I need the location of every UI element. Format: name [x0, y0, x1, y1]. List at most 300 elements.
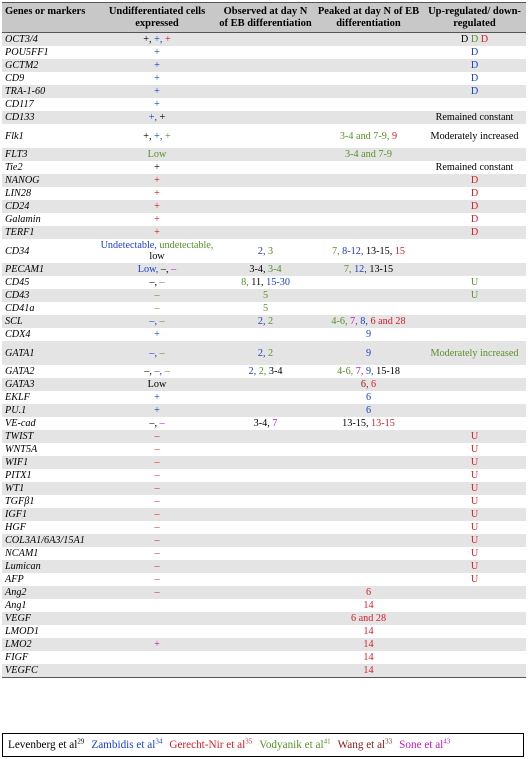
- peaked-day-cell: [314, 443, 423, 456]
- legend-reference-number: 41: [323, 737, 331, 746]
- table-row: [2, 161, 526, 174]
- gene-name-cell: LMO2: [2, 638, 97, 651]
- cell-value-segment: U: [470, 574, 479, 585]
- cell-value-segment: +: [154, 188, 160, 199]
- undifferentiated-cell: [97, 124, 217, 148]
- peaked-day-cell: [314, 213, 423, 226]
- legend-author: Zambidis et al: [91, 739, 156, 751]
- table-row: [2, 508, 526, 521]
- regulation-cell: [423, 638, 526, 651]
- cell-value-segment: –: [154, 587, 160, 598]
- cell-value-segment: +,: [148, 112, 160, 123]
- cell-value-segment: undetectable,: [159, 240, 214, 251]
- table-row: [2, 430, 526, 443]
- gene-name-cell: VE-cad: [5, 418, 36, 429]
- regulation-cell: [423, 560, 526, 573]
- undifferentiated-cell: [97, 111, 217, 124]
- table-row: [2, 456, 526, 469]
- regulation-cell: [423, 573, 526, 586]
- undifferentiated-cell: [97, 508, 217, 521]
- cell-value-segment: –: [154, 483, 160, 494]
- legend-author: Gerecht-Nir et al: [169, 739, 246, 751]
- undifferentiated-cell: [97, 276, 217, 289]
- cell-value-segment: –: [154, 574, 160, 585]
- cell-value-segment: –: [154, 522, 160, 533]
- gene-name-cell: Tie2: [5, 162, 23, 173]
- table-row: [2, 59, 526, 72]
- peaked-day-cell: [314, 341, 423, 365]
- cell-value-segment: 5: [262, 303, 269, 314]
- cell-value-segment: U: [470, 444, 479, 455]
- undifferentiated-cell: [97, 315, 217, 328]
- peaked-day-cell: [314, 508, 423, 521]
- cell-value-segment: 2: [268, 316, 274, 327]
- table-row: [2, 85, 526, 98]
- peaked-day-cell: [314, 328, 423, 341]
- peaked-day-cell: [314, 469, 423, 482]
- undifferentiated-cell: [97, 378, 217, 391]
- cell-value-segment: –: [154, 535, 160, 546]
- cell-value-segment: 7,: [331, 245, 343, 257]
- observed-day-cell: [217, 404, 314, 417]
- cell-value-segment: 6,: [360, 379, 372, 390]
- undifferentiated-cell: [97, 638, 217, 651]
- gene-name-cell: WT1: [2, 482, 97, 495]
- cell-value-segment: U: [470, 535, 479, 546]
- observed-day-cell: [217, 443, 314, 456]
- cell-value-segment: U: [470, 522, 479, 533]
- peaked-day-cell: [314, 612, 423, 625]
- observed-day-cell: [217, 534, 314, 547]
- gene-name-cell: AFP: [5, 574, 24, 585]
- observed-day-cell: [217, 124, 314, 148]
- observed-day-cell: [217, 573, 314, 586]
- undifferentiated-cell: [97, 560, 217, 573]
- observed-day-cell: [217, 482, 314, 495]
- header-regulation: Up-regulated/ down-regulated: [423, 3, 526, 33]
- header-peaked: Peaked at day N of EB differentiation: [314, 3, 423, 33]
- regulation-cell: [423, 85, 526, 98]
- peaked-day-cell: [314, 161, 423, 174]
- regulation-cell: [423, 263, 526, 276]
- cell-value-segment: +: [154, 60, 160, 71]
- regulation-cell: [423, 226, 526, 239]
- undifferentiated-cell: [97, 456, 217, 469]
- cell-value-segment: 2,: [248, 366, 259, 377]
- cell-value-segment: +: [154, 639, 160, 650]
- peaked-day-cell: [314, 417, 423, 430]
- legend-reference-number: 35: [245, 737, 253, 746]
- cell-value-segment: 8,: [241, 277, 252, 288]
- regulation-cell: [423, 482, 526, 495]
- reference-legend: [2, 733, 524, 757]
- cell-value-segment: D: [460, 34, 471, 45]
- gene-name-cell: CD41a: [5, 303, 35, 314]
- table-row: [2, 276, 526, 289]
- regulation-cell: [423, 328, 526, 341]
- peaked-day-cell: [314, 625, 423, 638]
- cell-value-segment: –: [164, 366, 170, 377]
- peaked-day-cell: [314, 302, 423, 315]
- regulation-cell: [423, 599, 526, 612]
- cell-value-segment: 3-4 and 7-9,: [339, 130, 392, 142]
- legend-entry: [169, 739, 252, 751]
- peaked-day-cell: [314, 547, 423, 560]
- undifferentiated-cell: [97, 612, 217, 625]
- legend-entry: [259, 739, 330, 751]
- cell-value-segment: +: [154, 99, 160, 110]
- peaked-day-cell: [314, 664, 423, 678]
- peaked-day-cell: [314, 148, 423, 161]
- undifferentiated-cell: [97, 328, 217, 341]
- cell-value-segment: 6: [371, 379, 377, 390]
- cell-value-segment: –: [159, 418, 165, 429]
- undifferentiated-cell: [97, 664, 217, 678]
- peaked-day-cell: [314, 85, 423, 98]
- cell-value-segment: +: [154, 73, 160, 84]
- regulation-cell: [423, 341, 526, 365]
- cell-value-segment: 9: [391, 130, 398, 142]
- table-row: [2, 404, 526, 417]
- cell-value-segment: 13-15,: [365, 245, 395, 257]
- table-row: [2, 560, 526, 573]
- observed-day-cell: [217, 651, 314, 664]
- undifferentiated-cell: [97, 495, 217, 508]
- cell-value-segment: U: [470, 496, 479, 507]
- observed-day-cell: [217, 328, 314, 341]
- cell-value-segment: Moderately increased: [430, 130, 519, 142]
- peaked-day-cell: [314, 651, 423, 664]
- table-row: [2, 174, 526, 187]
- table-row: [2, 148, 526, 161]
- peaked-day-cell: [314, 365, 423, 378]
- cell-value-segment: –: [154, 509, 160, 520]
- gene-name-cell: TRA-1-60: [2, 85, 97, 98]
- undifferentiated-cell: [97, 430, 217, 443]
- legend-reference-number: 33: [385, 737, 393, 746]
- cell-value-segment: –: [154, 303, 160, 314]
- table-row: [2, 124, 526, 148]
- observed-day-cell: [217, 315, 314, 328]
- undifferentiated-cell: [97, 72, 217, 85]
- cell-value-segment: +: [154, 329, 160, 340]
- cell-value-segment: U: [470, 509, 479, 520]
- cell-value-segment: 11,: [251, 277, 267, 288]
- cell-value-segment: +,: [154, 34, 165, 45]
- cell-value-segment: 3: [268, 245, 274, 257]
- gene-name-cell: NCAM1: [5, 548, 39, 559]
- undifferentiated-cell: [97, 599, 217, 612]
- cell-value-segment: –: [159, 347, 165, 359]
- observed-day-cell: [217, 33, 314, 47]
- gene-name-cell: GATA3: [2, 378, 97, 391]
- observed-day-cell: [217, 521, 314, 534]
- cell-value-segment: 2,: [257, 316, 269, 327]
- peaked-day-cell: [314, 72, 423, 85]
- undifferentiated-cell: [97, 482, 217, 495]
- regulation-cell: [423, 239, 526, 263]
- gene-name-cell: CD133: [2, 111, 97, 124]
- cell-value-segment: 9: [365, 347, 372, 359]
- cell-value-segment: Remained constant: [435, 112, 514, 123]
- regulation-cell: [423, 365, 526, 378]
- peaked-day-cell: [314, 482, 423, 495]
- cell-value-segment: D: [470, 201, 479, 212]
- undifferentiated-cell: [97, 226, 217, 239]
- regulation-cell: [423, 148, 526, 161]
- observed-day-cell: [217, 638, 314, 651]
- observed-day-cell: [217, 239, 314, 263]
- marker-table: [2, 2, 526, 678]
- gene-name-cell: VEGFC: [2, 664, 97, 678]
- gene-name-cell: SCL: [2, 315, 97, 328]
- cell-value-segment: –: [159, 316, 165, 327]
- observed-day-cell: [217, 547, 314, 560]
- gene-name-cell: CD24: [2, 200, 97, 213]
- peaked-day-cell: [314, 187, 423, 200]
- table-row: [2, 443, 526, 456]
- cell-value-segment: U: [470, 470, 479, 481]
- legend-reference-number: 29: [77, 737, 85, 746]
- undifferentiated-cell: [97, 148, 217, 161]
- cell-value-segment: +: [154, 214, 160, 225]
- table-row: [2, 239, 526, 263]
- cell-value-segment: 14: [363, 665, 374, 676]
- regulation-cell: [423, 174, 526, 187]
- undifferentiated-cell: [97, 85, 217, 98]
- regulation-cell: [423, 59, 526, 72]
- cell-value-segment: 13-15: [371, 418, 395, 429]
- cell-value-segment: –: [154, 496, 160, 507]
- peaked-day-cell: [314, 111, 423, 124]
- peaked-day-cell: [314, 456, 423, 469]
- table-row: [2, 638, 526, 651]
- observed-day-cell: [217, 391, 314, 404]
- observed-day-cell: [217, 341, 314, 365]
- cell-value-segment: –,: [154, 366, 165, 377]
- cell-value-segment: 9: [365, 329, 372, 340]
- gene-name-cell: WNT5A: [5, 444, 38, 455]
- regulation-cell: [423, 46, 526, 59]
- cell-value-segment: 6 and 28: [370, 316, 406, 327]
- table-row: [2, 315, 526, 328]
- cell-value-segment: 14: [363, 600, 374, 611]
- undifferentiated-cell: [97, 573, 217, 586]
- cell-value-segment: 3-4,: [253, 418, 273, 429]
- undifferentiated-cell: [97, 33, 217, 47]
- gene-name-cell: PECAM1: [2, 263, 97, 276]
- gene-name-cell: POU5FF1: [5, 47, 49, 58]
- observed-day-cell: [217, 417, 314, 430]
- undifferentiated-cell: [97, 586, 217, 599]
- cell-value-segment: U: [470, 561, 479, 572]
- peaked-day-cell: [314, 59, 423, 72]
- regulation-cell: [423, 443, 526, 456]
- cell-value-segment: +: [159, 112, 166, 123]
- regulation-cell: [423, 378, 526, 391]
- regulation-cell: [423, 161, 526, 174]
- table-row: [2, 72, 526, 85]
- header-undifferentiated: Undifferentiated cells expressed: [97, 3, 217, 33]
- gene-name-cell: GATA2: [5, 366, 35, 377]
- peaked-day-cell: [314, 315, 423, 328]
- cell-value-segment: Low: [147, 379, 167, 390]
- cell-value-segment: +: [154, 405, 160, 416]
- regulation-cell: [423, 664, 526, 678]
- regulation-cell: [423, 111, 526, 124]
- observed-day-cell: [217, 469, 314, 482]
- gene-name-cell: CD45: [5, 277, 30, 288]
- cell-value-segment: +: [154, 227, 160, 238]
- cell-value-segment: –: [159, 277, 165, 288]
- peaked-day-cell: [314, 200, 423, 213]
- table-row: [2, 495, 526, 508]
- regulation-cell: [423, 98, 526, 111]
- gene-name-cell: CD9: [5, 73, 25, 84]
- legend-author: Vodyanik et al: [259, 739, 324, 751]
- peaked-day-cell: [314, 586, 423, 599]
- table-row: [2, 33, 526, 47]
- peaked-day-cell: [314, 124, 423, 148]
- gene-name-cell: Flk1: [5, 130, 24, 142]
- legend-author: Sone et al: [399, 739, 444, 751]
- regulation-cell: [423, 508, 526, 521]
- legend-author: Wang et al: [337, 739, 386, 751]
- observed-day-cell: [217, 456, 314, 469]
- observed-day-cell: [217, 276, 314, 289]
- cell-value-segment: +,: [143, 130, 155, 142]
- observed-day-cell: [217, 289, 314, 302]
- cell-value-segment: 3-4 and 7-9: [345, 149, 392, 160]
- gene-name-cell: NANOG: [2, 174, 97, 187]
- peaked-day-cell: [314, 378, 423, 391]
- cell-value-segment: 2,: [258, 366, 269, 377]
- peaked-day-cell: [314, 534, 423, 547]
- undifferentiated-cell: [97, 443, 217, 456]
- cell-value-segment: +: [164, 34, 171, 45]
- gene-name-cell: TERF1: [2, 226, 97, 239]
- peaked-day-cell: [314, 46, 423, 59]
- cell-value-segment: 7,: [343, 264, 355, 275]
- table-row: [2, 302, 526, 315]
- cell-value-segment: –,: [149, 418, 160, 429]
- cell-value-segment: –,: [149, 347, 160, 359]
- cell-value-segment: low: [149, 251, 165, 262]
- undifferentiated-cell: [97, 302, 217, 315]
- table-row: [2, 469, 526, 482]
- observed-day-cell: [217, 85, 314, 98]
- cell-value-segment: +: [154, 162, 160, 173]
- undifferentiated-cell: [97, 404, 217, 417]
- cell-value-segment: D: [470, 47, 479, 58]
- cell-value-segment: 6 and 28: [350, 613, 387, 624]
- cell-value-segment: U: [470, 431, 479, 442]
- legend-entry: [338, 739, 393, 751]
- cell-value-segment: 7,: [350, 316, 361, 327]
- cell-value-segment: –: [154, 548, 160, 559]
- gene-name-cell: VEGF: [2, 612, 97, 625]
- undifferentiated-cell: [97, 187, 217, 200]
- regulation-cell: [423, 521, 526, 534]
- peaked-day-cell: [314, 521, 423, 534]
- observed-day-cell: [217, 495, 314, 508]
- gene-name-cell: HGF: [5, 522, 26, 533]
- regulation-cell: [423, 417, 526, 430]
- cell-value-segment: –: [154, 431, 160, 442]
- observed-day-cell: [217, 174, 314, 187]
- gene-name-cell: COL3A1/6A3/15A1: [2, 534, 97, 547]
- observed-day-cell: [217, 586, 314, 599]
- table-row: [2, 547, 526, 560]
- table-row: [2, 328, 526, 341]
- observed-day-cell: [217, 263, 314, 276]
- cell-value-segment: D: [470, 214, 479, 225]
- cell-value-segment: 14: [363, 639, 374, 650]
- gene-name-cell: WIF1: [2, 456, 97, 469]
- observed-day-cell: [217, 59, 314, 72]
- regulation-cell: [423, 391, 526, 404]
- regulation-cell: [423, 213, 526, 226]
- observed-day-cell: [217, 226, 314, 239]
- undifferentiated-cell: [97, 625, 217, 638]
- table-row: [2, 417, 526, 430]
- undifferentiated-cell: [97, 547, 217, 560]
- observed-day-cell: [217, 560, 314, 573]
- regulation-cell: [423, 200, 526, 213]
- observed-day-cell: [217, 200, 314, 213]
- table-header-row: [2, 3, 526, 33]
- table-row: [2, 46, 526, 59]
- regulation-cell: [423, 276, 526, 289]
- cell-value-segment: 2,: [257, 245, 269, 257]
- observed-day-cell: [217, 213, 314, 226]
- header-observed: Observed at day N of EB differentiation: [217, 3, 314, 33]
- undifferentiated-cell: [97, 161, 217, 174]
- table-row: [2, 200, 526, 213]
- table-row: [2, 534, 526, 547]
- observed-day-cell: [217, 599, 314, 612]
- observed-day-cell: [217, 625, 314, 638]
- observed-day-cell: [217, 72, 314, 85]
- peaked-day-cell: [314, 430, 423, 443]
- cell-value-segment: Remained constant: [435, 162, 514, 173]
- cell-value-segment: 3-4: [268, 264, 282, 275]
- cell-value-segment: +: [154, 392, 160, 403]
- undifferentiated-cell: [97, 239, 217, 263]
- regulation-cell: [423, 586, 526, 599]
- cell-value-segment: 13-15: [369, 264, 394, 275]
- legend-entry: [399, 739, 450, 751]
- gene-name-cell: TWIST: [2, 430, 97, 443]
- observed-day-cell: [217, 612, 314, 625]
- cell-value-segment: 4-6,: [331, 316, 351, 327]
- cell-value-segment: –: [154, 444, 160, 455]
- peaked-day-cell: [314, 495, 423, 508]
- cell-value-segment: D: [470, 227, 479, 238]
- undifferentiated-cell: [97, 263, 217, 276]
- undifferentiated-cell: [97, 651, 217, 664]
- legend-entry: [91, 739, 162, 751]
- cell-value-segment: +: [154, 47, 160, 58]
- cell-value-segment: 9,: [365, 366, 377, 377]
- peaked-day-cell: [314, 404, 423, 417]
- undifferentiated-cell: [97, 213, 217, 226]
- peaked-day-cell: [314, 573, 423, 586]
- gene-name-cell: PITX1: [5, 470, 32, 481]
- gene-name-cell: GATA1: [2, 341, 97, 365]
- table-row: [2, 98, 526, 111]
- legend-author: Levenberg et al: [8, 739, 78, 751]
